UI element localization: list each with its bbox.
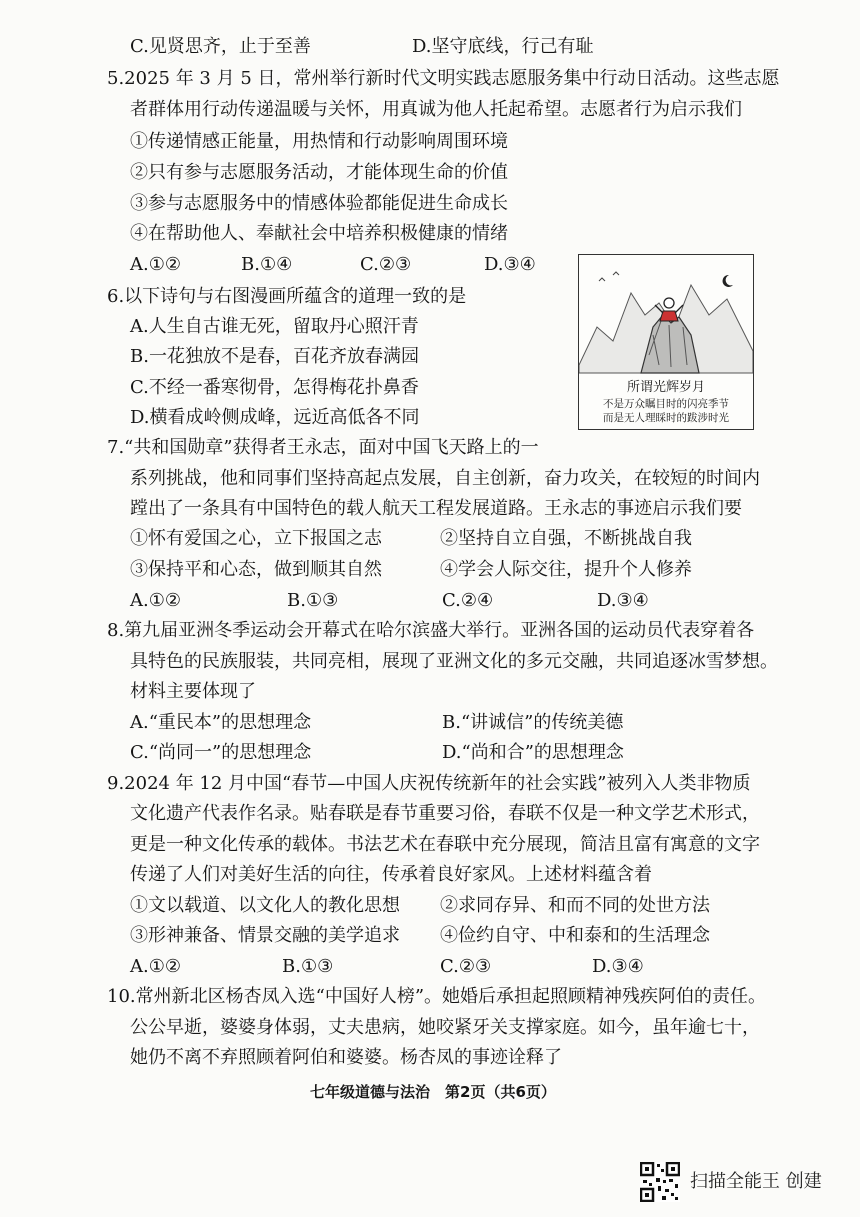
comic-caption-line-1: 所谓光辉岁月 [626, 380, 705, 395]
q5-statement-1: ①传递情感正能量，用热情和行动影响周围环境 [130, 131, 508, 152]
q10-stem-line-2: 公公早逝，婆婆身体弱，丈夫患病，她咬紧牙关支撑家庭。如今，虽年逾七十， [130, 1017, 760, 1038]
q7-statement-4: ④学会人际交往，提升个人修养 [440, 559, 692, 580]
q9-stem-line-4: 传递了人们对美好生活的向往，传承着良好家风。上述材料蕴含着 [130, 864, 652, 885]
q7-stem-line-1: 7.“共和国勋章”获得者王永志，面对中国飞天路上的一 [107, 437, 539, 458]
q5-option-b: B.①④ [241, 254, 293, 275]
q9-stem-line-2: 文化遗产代表作名录。贴春联是春节重要习俗，春联不仅是一种文学艺术形式， [130, 803, 760, 824]
q8-stem-line-1: 8.第九届亚洲冬季运动会开幕式在哈尔滨盛大举行。亚洲各国的运动员代表穿着各 [107, 620, 755, 641]
q6-option-d: D.横看成岭侧成峰，远近高低各不同 [130, 407, 420, 428]
q8-stem-line-3: 材料主要体现了 [130, 681, 256, 702]
q8-option-c: C.“尚同一”的思想理念 [130, 742, 312, 763]
q5-statement-4: ④在帮助他人、奉献社会中培养积极健康的情绪 [130, 223, 508, 244]
comic-caption-line-3: 而是无人理睬时的跋涉时光 [603, 412, 729, 424]
q4-option-c: C.见贤思齐，止于至善 [130, 36, 311, 57]
q8-stem-line-2: 具特色的民族服装，共同亮相，展现了亚洲文化的多元交融，共同追逐冰雪梦想。 [130, 651, 778, 672]
q7-stem-line-2: 系列挑战，他和同事们坚持高起点发展，自主创新，奋力攻关，在较短的时间内 [130, 468, 760, 489]
q9-stem-line-1: 9.2024 年 12 月中国“春节—中国人庆祝传统新年的社会实践”被列入人类非物质 [107, 773, 751, 794]
q8-option-d: D.“尚和合”的思想理念 [442, 742, 624, 763]
q9-statement-2: ②求同存异、和而不同的处世方法 [440, 895, 710, 916]
q10-stem-line-1: 10.常州新北区杨杏凤入选“中国好人榜”。她婚后承担起照顾精神残疾阿伯的责任。 [107, 986, 767, 1007]
q7-statement-3: ③保持平和心态，做到顺其自然 [130, 559, 382, 580]
q7-statement-2: ②坚持自立自强，不断挑战自我 [440, 528, 692, 549]
q5-statement-2: ②只有参与志愿服务活动，才能体现生命的价值 [130, 162, 508, 183]
q4-option-d: D.坚守底线，行己有耻 [412, 36, 594, 57]
qr-code-icon [640, 1162, 680, 1202]
q6-stem: 6.以下诗句与右图漫画所蕴含的道理一致的是 [107, 286, 467, 307]
q5-option-c: C.②③ [360, 254, 412, 275]
q9-statement-1: ①文以载道、以文化人的教化思想 [130, 895, 400, 916]
page-footer: 七年级道德与法治 第2页（共6页） [310, 1083, 556, 1101]
q7-option-c: C.②④ [442, 590, 494, 611]
q9-option-b: B.①③ [282, 956, 334, 977]
q7-statement-1: ①怀有爱国之心，立下报国之志 [130, 528, 382, 549]
q9-statement-3: ③形神兼备、情景交融的美学追求 [130, 925, 400, 946]
q9-option-c: C.②③ [440, 956, 492, 977]
scanner-watermark-text: 扫描全能王 创建 [690, 1171, 822, 1192]
q6-option-b: B.一花独放不是春，百花齐放春满园 [130, 346, 419, 367]
q7-option-b: B.①③ [287, 590, 339, 611]
comic-caption-line-2: 不是万众瞩目时的闪亮季节 [603, 398, 729, 410]
q5-statement-3: ③参与志愿服务中的情感体验都能促进生命成长 [130, 193, 508, 214]
q5-option-d: D.③④ [484, 254, 536, 275]
q5-option-a: A.①② [130, 254, 181, 275]
q7-stem-line-3: 蹚出了一条具有中国特色的载人航天工程发展道路。王永志的事迹启示我们要 [130, 498, 742, 519]
moon-icon [723, 275, 733, 287]
q9-option-a: A.①② [130, 956, 181, 977]
q9-stem-line-3: 更是一种文化传承的载体。书法艺术在春联中充分展现，简洁且富有寓意的文字 [130, 834, 760, 855]
q6-comic [578, 254, 754, 430]
q8-option-a: A.“重民本”的思想理念 [130, 712, 312, 733]
q6-option-a: A.人生自古谁无死，留取丹心照汗青 [130, 316, 419, 337]
q6-option-c: C.不经一番寒彻骨，怎得梅花扑鼻香 [130, 377, 419, 398]
q7-option-d: D.③④ [597, 590, 649, 611]
q7-option-a: A.①② [130, 590, 181, 611]
q10-stem-line-3: 她仍不离不弃照顾着阿伯和婆婆。杨杏凤的事迹诠释了 [130, 1047, 562, 1068]
q8-option-b: B.“讲诚信”的传统美德 [442, 712, 624, 733]
q9-option-d: D.③④ [592, 956, 644, 977]
q5-stem-line-2: 者群体用行动传递温暖与关怀，用真诚为他人托起希望。志愿者行为启示我们 [130, 99, 742, 120]
q9-statement-4: ④俭约自守、中和泰和的生活理念 [440, 925, 710, 946]
q5-stem-line-1: 5.2025 年 3 月 5 日，常州举行新时代文明实践志愿服务集中行动日活动。这些志愿 [107, 68, 780, 89]
